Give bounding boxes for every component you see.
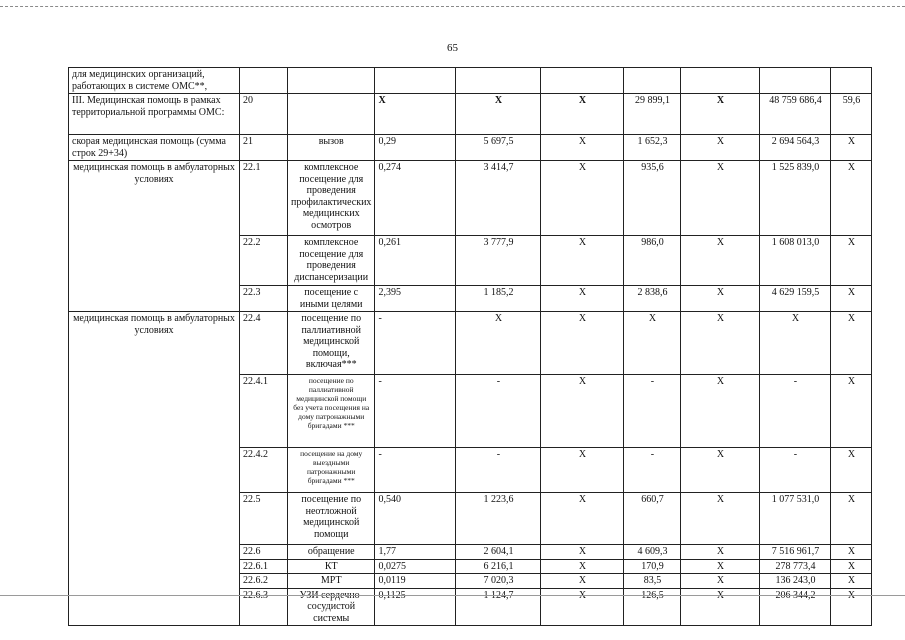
cell-row-number: 22.4 (240, 312, 288, 375)
page-number: 65 (447, 42, 458, 54)
cell-cost (456, 68, 541, 94)
cell-row-number: 22.6.3 (240, 588, 288, 626)
cell-budget-total: X (681, 286, 760, 312)
table-row (69, 135, 872, 161)
cell-row-number: 22.4.1 (240, 375, 288, 448)
cell-oms (624, 68, 681, 94)
cell-volume: 0,261 (375, 236, 456, 286)
cell-oms: 4 609,3 (624, 545, 681, 560)
cell-percent: X (831, 588, 872, 626)
cell-volume: 0,274 (375, 161, 456, 236)
cell-row-number: 22.6 (240, 545, 288, 560)
cell-unit: КТ (288, 559, 375, 574)
cell-indicator: скорая медицинская помощь (сумма строк 29+34) (69, 135, 240, 161)
cell-indicator: медицинская помощь в амбулаторных условиях (69, 161, 240, 312)
cell-percent: X (831, 448, 872, 493)
cell-percent: X (831, 236, 872, 286)
cell-cost: 2 604,1 (456, 545, 541, 560)
cell-percent (831, 68, 872, 94)
cell-cost: 6 216,1 (456, 559, 541, 574)
cell-budget: X (541, 236, 624, 286)
cell-budget: X (541, 559, 624, 574)
cell-oms-total: 7 516 961,7 (760, 545, 831, 560)
cell-budget: X (541, 545, 624, 560)
cell-oms-total: 4 629 159,5 (760, 286, 831, 312)
cell-oms: 986,0 (624, 236, 681, 286)
cell-row-number: 22.6.1 (240, 559, 288, 574)
cell-row-number: 22.1 (240, 161, 288, 236)
cell-oms: 83,5 (624, 574, 681, 589)
cell-row-number: 22.4.2 (240, 448, 288, 493)
cell-percent: X (831, 286, 872, 312)
cell-unit: посещение по неотложной медицинской помощи (288, 493, 375, 545)
cell-budget-total (681, 68, 760, 94)
cell-oms: 126,5 (624, 588, 681, 626)
cell-cost: 1 124,7 (456, 588, 541, 626)
cell-budget-total: X (681, 375, 760, 448)
cell-indicator: для медицинских организаций, работающих в системе ОМС**, (69, 68, 240, 94)
cell-budget-total: X (681, 135, 760, 161)
cell-oms-total: 1 077 531,0 (760, 493, 831, 545)
cell-unit (288, 94, 375, 135)
cell-cost: 3 414,7 (456, 161, 541, 236)
cell-budget-total: X (681, 588, 760, 626)
cell-cost: 3 777,9 (456, 236, 541, 286)
cell-cost: X (456, 312, 541, 375)
cell-volume: 0,0119 (375, 574, 456, 589)
cell-percent: X (831, 574, 872, 589)
cell-cost: 7 020,3 (456, 574, 541, 589)
cell-unit: посещение с иными целями (288, 286, 375, 312)
cell-cost: X (456, 94, 541, 135)
cell-unit: вызов (288, 135, 375, 161)
cell-oms-total: 136 243,0 (760, 574, 831, 589)
cell-oms: 935,6 (624, 161, 681, 236)
cell-row-number: 20 (240, 94, 288, 135)
cell-budget-total: X (681, 312, 760, 375)
cell-budget: X (541, 574, 624, 589)
cell-volume: - (375, 448, 456, 493)
cell-oms-total (760, 68, 831, 94)
cell-volume: 0,540 (375, 493, 456, 545)
cell-budget: X (541, 312, 624, 375)
cell-percent: 59,6 (831, 94, 872, 135)
cell-budget-total: X (681, 574, 760, 589)
cell-cost: 1 223,6 (456, 493, 541, 545)
cell-row-number: 22.3 (240, 286, 288, 312)
cell-row-number: 22.6.2 (240, 574, 288, 589)
cell-oms-total: X (760, 312, 831, 375)
cell-cost: - (456, 448, 541, 493)
cell-budget: X (541, 94, 624, 135)
cell-oms: 2 838,6 (624, 286, 681, 312)
cell-budget-total: X (681, 493, 760, 545)
cell-unit: обращение (288, 545, 375, 560)
cell-budget: X (541, 375, 624, 448)
cell-oms-total: 48 759 686,4 (760, 94, 831, 135)
cell-percent: X (831, 375, 872, 448)
cell-budget-total: X (681, 545, 760, 560)
cell-volume: X (375, 94, 456, 135)
cell-budget: X (541, 448, 624, 493)
cell-row-number: 21 (240, 135, 288, 161)
cell-cost: 5 697,5 (456, 135, 541, 161)
cell-oms: 1 652,3 (624, 135, 681, 161)
cell-budget: X (541, 161, 624, 236)
scan-edge-top (0, 6, 905, 7)
cell-budget (541, 68, 624, 94)
cell-oms: - (624, 448, 681, 493)
cell-budget: X (541, 493, 624, 545)
cell-row-number: 22.5 (240, 493, 288, 545)
cell-oms-total: 206 344,2 (760, 588, 831, 626)
cell-percent: X (831, 545, 872, 560)
cell-unit: комплексное посещение для проведения диспансеризации (288, 236, 375, 286)
cell-unit: посещение на дому выездными патронажными бригадами *** (288, 448, 375, 493)
cell-row-number (240, 68, 288, 94)
cell-row-number: 22.2 (240, 236, 288, 286)
cell-budget: X (541, 135, 624, 161)
table-row (69, 68, 872, 94)
cell-unit: МРТ (288, 574, 375, 589)
cell-oms-total: 278 773,4 (760, 559, 831, 574)
cell-oms-total: 2 694 564,3 (760, 135, 831, 161)
cell-budget-total: X (681, 559, 760, 574)
cell-oms: 170,9 (624, 559, 681, 574)
cell-unit: УЗИ сердечно-сосудистой системы (288, 588, 375, 626)
cell-volume: 0,29 (375, 135, 456, 161)
cell-volume: - (375, 375, 456, 448)
cell-volume: - (375, 312, 456, 375)
cell-unit: комплексное посещение для проведения профилактических медицинских осмотров (288, 161, 375, 236)
table-row (69, 161, 872, 236)
cell-percent: X (831, 493, 872, 545)
cell-oms: - (624, 375, 681, 448)
table-row (69, 312, 872, 375)
cell-budget-total: X (681, 448, 760, 493)
cell-cost: 1 185,2 (456, 286, 541, 312)
cell-budget-total: X (681, 161, 760, 236)
cell-volume: 0,1125 (375, 588, 456, 626)
cell-volume (375, 68, 456, 94)
medical-care-table (68, 67, 872, 626)
cell-budget: X (541, 588, 624, 626)
cell-oms-total: - (760, 375, 831, 448)
cell-budget-total: X (681, 94, 760, 135)
cell-volume: 1,77 (375, 545, 456, 560)
cell-oms-total: 1 608 013,0 (760, 236, 831, 286)
cell-unit: посещение по паллиативной медицинской помощи, включая*** (288, 312, 375, 375)
cell-oms: 660,7 (624, 493, 681, 545)
cell-volume: 0,0275 (375, 559, 456, 574)
cell-percent: X (831, 161, 872, 236)
cell-oms-total: - (760, 448, 831, 493)
cell-indicator: медицинская помощь в амбулаторных условиях (69, 312, 240, 626)
cell-budget-total: X (681, 236, 760, 286)
cell-percent: X (831, 559, 872, 574)
scan-edge-bottom (0, 595, 905, 596)
cell-percent: X (831, 135, 872, 161)
cell-oms: X (624, 312, 681, 375)
cell-oms-total: 1 525 839,0 (760, 161, 831, 236)
cell-unit (288, 68, 375, 94)
table-row (69, 94, 872, 135)
cell-oms: 29 899,1 (624, 94, 681, 135)
cell-budget: X (541, 286, 624, 312)
cell-volume: 2,395 (375, 286, 456, 312)
cell-indicator: III. Медицинская помощь в рамках территориальной программы ОМС: (69, 94, 240, 135)
cell-cost: - (456, 375, 541, 448)
cell-unit: посещение по паллиативной медицинской помощи без учета посещения на дому патронажными бригадами *** (288, 375, 375, 448)
cell-percent: X (831, 312, 872, 375)
